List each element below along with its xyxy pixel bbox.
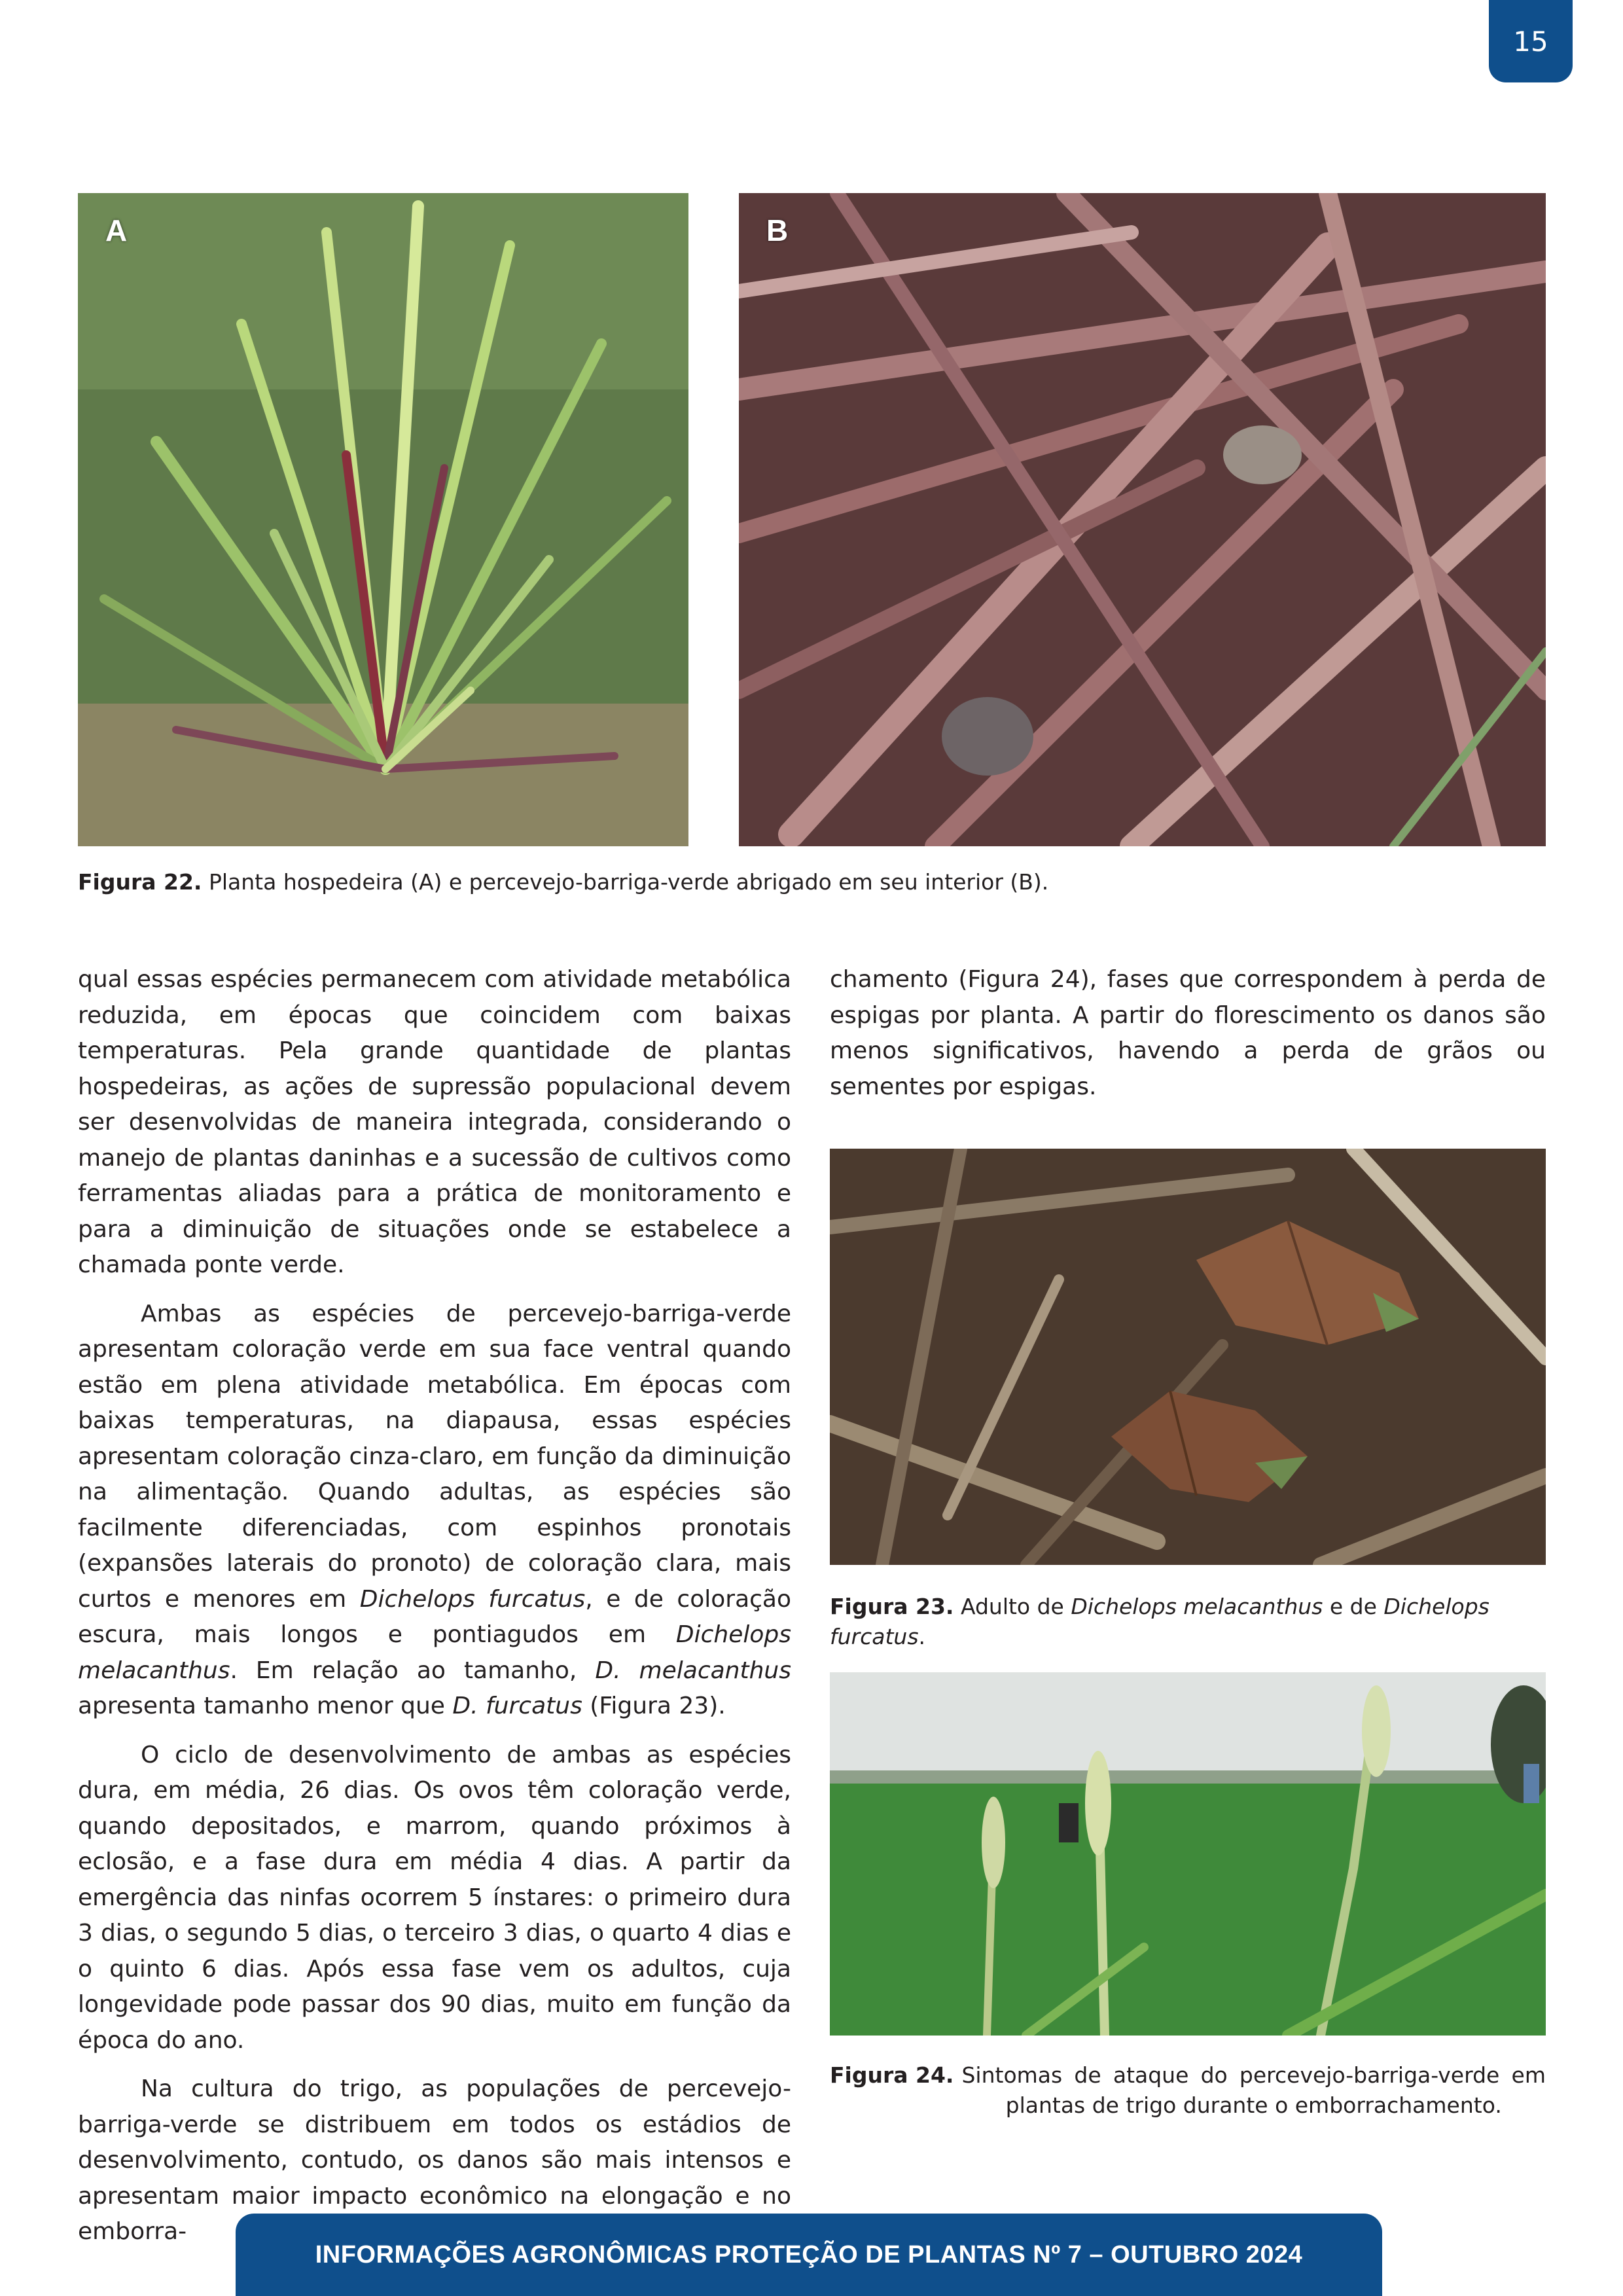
wheat-field-photo — [830, 1672, 1546, 2036]
paragraph-continuation: chamento (Figura 24), fases que correspondem à perda de espigas por planta. A partir do florescimento os danos são menos significativos, havendo a perda de grãos ou sementes por espigas. — [830, 966, 1546, 1100]
figure-22-label-a: A — [105, 213, 128, 247]
figure-22-label-b: B — [766, 213, 789, 247]
figure-24-photo — [830, 1672, 1546, 2036]
figure-23-photo — [830, 1149, 1546, 1565]
paragraph-2-text-e: (Figura 23). — [582, 1693, 726, 1719]
figure-23-caption — [830, 1592, 1550, 1652]
species-name: Dichelops furcatus — [830, 1594, 1489, 1649]
figure-22-caption — [78, 867, 1544, 897]
footer-title: INFORMAÇÕES AGRONÔMICAS PROTEÇÃO DE PLANTAS Nº 7 – OUTUBRO 2024 — [315, 2240, 1303, 2269]
paragraph-2-text-b: , e de coloração escura, mais longos e pontiagudos em — [78, 1585, 792, 1648]
paragraph-2 — [78, 1297, 791, 1725]
figure-22-photo-a — [78, 193, 688, 846]
figure-24-caption — [830, 2060, 1546, 2121]
left-column — [78, 962, 791, 2263]
species-name: Dichelops melacanthus — [1071, 1594, 1323, 1619]
figure-23-caption-label: Figura 23. — [830, 1594, 954, 1619]
page-number-badge — [1489, 0, 1573, 82]
figure-23-caption-text-a: Adulto de — [954, 1594, 1071, 1619]
species-name: Dichelops furcatus — [359, 1585, 586, 1613]
figure-22-caption-text: Planta hospedeira (A) e percevejo-barriga-verde abrigado em seu interior (B). — [208, 869, 1049, 895]
species-name: D. furcatus — [452, 1693, 582, 1719]
paragraph-2-text-c: . Em relação ao tamanho, — [230, 1657, 596, 1684]
figure-24-caption-label: Figura 24. — [830, 2062, 954, 2088]
figure-22-photo-b — [739, 193, 1546, 846]
straw-shelter-photo — [739, 193, 1546, 846]
paragraph-1: qual essas espécies permanecem com atividade metabólica reduzida, em épocas que coincidem com baixas temperaturas. Pela grande quantidade de plantas hospedeiras, as ações de supressão populacional devem ser desenvolvidas de maneira integrada, considerando o manejo de plantas daninhas e a sucessão de cultivos como ferramentas aliadas para a prática de monitoramento e para a diminuição de situações onde se estabelece a chamada ponte verde. — [78, 966, 791, 1278]
paragraph-3: O ciclo de desenvolvimento de ambas as espécies dura, em média, 26 dias. Os ovos têm coloração verde, quando depositados, e marrom, quando próximos à eclosão, e a fase dura em média 4 dias. A partir da emergência das ninfas ocorrem 5 ínstares: o primeiro dura 3 dias, o segundo 5 dias, o terceiro 3 dias, o quarto 4 dias e o quinto 6 dias. Após essa fase vem os adultos, cuja longevidade pode passar dos 90 dias, muito em função da época do ano. — [78, 1741, 791, 2054]
host-plant-photo — [78, 193, 688, 846]
paragraph-4: Na cultura do trigo, as populações de percevejo-barriga-verde se distribuem em todos os estádios de desenvolvimento, contudo, os danos são mais intensos e apresentam maior impacto econômico na elongação e no emborra- — [78, 2075, 791, 2245]
paragraph-2-text-d: apresenta tamanho menor que — [78, 1693, 453, 1719]
footer-bar — [236, 2214, 1382, 2296]
page-number: 15 — [1513, 25, 1548, 58]
species-name: D. melacanthus — [595, 1657, 791, 1684]
figure-23-caption-text-c: . — [918, 1624, 926, 1649]
figure-23-caption-text-b: e de — [1323, 1594, 1384, 1619]
species-name: Dichelops melacanthus — [78, 1621, 791, 1684]
right-column — [830, 962, 1546, 1118]
figure-24-caption-text: Sintomas de ataque do percevejo-barriga-verde em plantas de trigo durante o emborrachamento. — [961, 2062, 1546, 2118]
stink-bugs-photo — [830, 1149, 1546, 1565]
paragraph-2-text-a: Ambas as espécies de percevejo-barriga-verde apresentam coloração verde em sua face ventral quando estão em plena atividade metabólica. Em épocas com baixas temperaturas, na diapausa, essas espécies apresentam coloração cinza-claro, em função da diminuição na alimentação. Quando adultas, as espécies são facilmente diferenciadas, com espinhos pronotais (expansões laterais do pronoto) de coloração clara, mais curtos e menores em — [78, 1300, 791, 1613]
figure-22-caption-label: Figura 22. — [78, 869, 202, 895]
